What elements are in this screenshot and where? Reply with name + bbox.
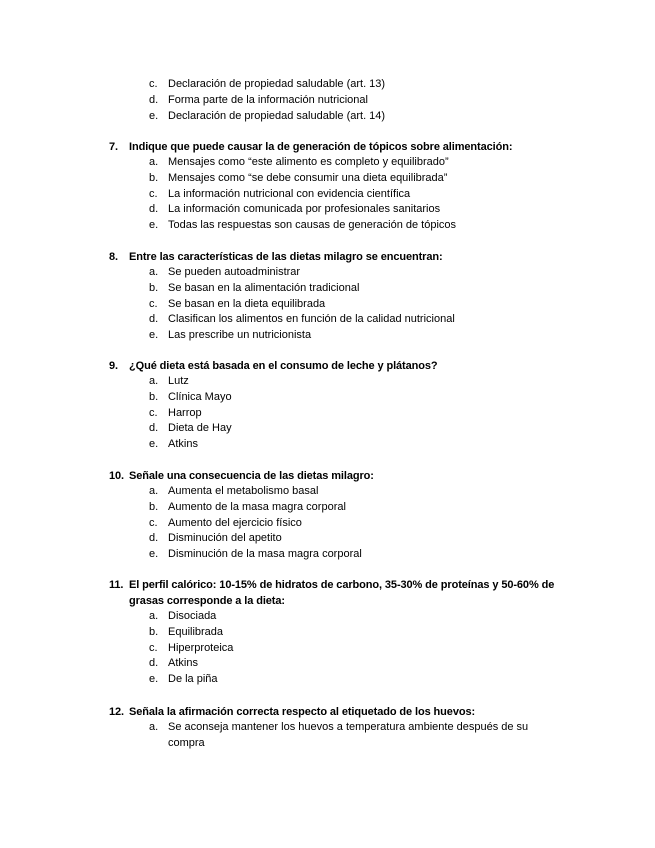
option-text: Aumento de la masa magra corporal: [168, 500, 346, 513]
question-text: ¿Qué dieta está basada en el consumo de leche y plátanos?: [129, 360, 438, 372]
question-heading: [109, 358, 579, 374]
option-letter: e.: [149, 548, 159, 561]
option-text: Se basan en la alimentación tradicional: [168, 281, 360, 294]
question-number: 12.: [109, 706, 124, 718]
option-item: [149, 720, 559, 752]
option-text: Aumenta el metabolismo basal: [168, 485, 319, 497]
option-text: La información nutricional con evidencia científica: [168, 187, 411, 200]
question-text: Señala la afirmación correcta respecto al etiquetado de los huevos:: [129, 706, 476, 718]
option-letter: e.: [149, 329, 159, 342]
option-item: [149, 312, 579, 328]
option-text: Clasifican los alimentos en función de la calidad nutricional: [168, 313, 455, 326]
option-text: Las prescribe un nutricionista: [168, 329, 312, 342]
option-item: [149, 406, 579, 422]
option-text: Disociada: [168, 610, 217, 622]
option-item: [149, 484, 579, 500]
continued-options: [149, 77, 385, 124]
option-item: [149, 202, 579, 218]
option-letter: a.: [149, 485, 159, 497]
option-item: [149, 641, 579, 657]
option-item: [149, 109, 385, 125]
option-letter: a.: [149, 610, 159, 622]
question-text: El perfil calórico: 10-15% de hidratos de carbono, 35-30% de proteínas y 50-60% de grasas corresponde a la dieta:: [129, 579, 555, 607]
option-letter: d.: [149, 657, 159, 670]
option-item: [149, 77, 385, 93]
option-letter: b.: [149, 171, 159, 184]
option-text: Disminución del apetito: [168, 532, 282, 545]
option-item: [149, 265, 579, 281]
option-item: [149, 187, 579, 203]
option-letter: a.: [149, 721, 159, 733]
option-item: [149, 437, 579, 453]
option-letter: e.: [149, 438, 159, 451]
option-letter: c.: [149, 297, 158, 310]
options-list: [149, 609, 579, 688]
option-text: Atkins: [168, 438, 198, 451]
option-text: Atkins: [168, 657, 198, 670]
question-12: [109, 704, 559, 752]
option-letter: b.: [149, 625, 159, 638]
option-text: Dieta de Hay: [168, 422, 232, 435]
question-heading: [109, 139, 579, 155]
option-letter: c.: [149, 406, 158, 419]
option-item: [149, 625, 579, 641]
option-text: Declaración de propiedad saludable (art. 13): [168, 78, 386, 90]
option-text: Aumento del ejercicio físico: [168, 516, 302, 529]
option-text: Clínica Mayo: [168, 390, 232, 403]
option-text: Disminución de la masa magra corporal: [168, 548, 362, 561]
option-item: [149, 500, 579, 516]
option-text: La información comunicada por profesionales sanitarios: [168, 203, 441, 216]
question-heading: [109, 249, 579, 265]
question-number: 9.: [109, 360, 118, 372]
options-list: [149, 265, 579, 344]
option-letter: e.: [149, 673, 159, 686]
option-text: Se basan en la dieta equilibrada: [168, 297, 326, 310]
question-heading: [109, 704, 559, 720]
option-text: Forma parte de la información nutricional: [168, 93, 368, 106]
question-heading: [109, 577, 579, 609]
option-text: Equilibrada: [168, 625, 224, 638]
option-item: [149, 93, 385, 109]
option-item: [149, 421, 579, 437]
options-list: [149, 155, 579, 234]
option-text: De la piña: [168, 673, 218, 686]
option-letter: b.: [149, 500, 159, 513]
options-list: [149, 484, 579, 563]
question-text: Entre las características de las dietas milagro se encuentran:: [129, 251, 443, 263]
option-text: Lutz: [168, 375, 189, 387]
option-item: [149, 281, 579, 297]
option-item: [149, 531, 579, 547]
option-text: Mensajes como “se debe consumir una dieta equilibrada”: [168, 171, 448, 184]
option-item: [149, 672, 579, 688]
option-text: Harrop: [168, 406, 202, 419]
option-item: [149, 547, 579, 563]
question-heading: [109, 468, 579, 484]
option-letter: d.: [149, 313, 159, 326]
option-letter: b.: [149, 390, 159, 403]
option-text: Mensajes como “este alimento es completo y equilibrado”: [168, 156, 449, 168]
option-item: [149, 516, 579, 532]
options-list: [149, 720, 559, 752]
option-letter: a.: [149, 156, 159, 168]
option-text: Declaración de propiedad saludable (art. 14): [168, 109, 386, 122]
option-letter: d.: [149, 422, 159, 435]
question-7: [109, 139, 579, 234]
option-item: [149, 609, 579, 625]
option-item: [149, 328, 579, 344]
options-list: [149, 374, 579, 453]
option-letter: c.: [149, 187, 158, 200]
question-11: [109, 577, 579, 688]
option-text: Se pueden autoadministrar: [168, 266, 301, 278]
option-letter: e.: [149, 109, 159, 122]
question-10: [109, 468, 579, 563]
option-letter: a.: [149, 266, 159, 278]
question-number: 11.: [109, 579, 124, 591]
option-item: [149, 390, 579, 406]
option-letter: c.: [149, 641, 158, 654]
option-item: [149, 155, 579, 171]
option-letter: a.: [149, 375, 159, 387]
question-8: [109, 249, 579, 344]
option-letter: c.: [149, 78, 158, 90]
option-text: Hiperproteica: [168, 641, 234, 654]
option-text: Todas las respuestas son causas de generación de tópicos: [168, 219, 457, 232]
option-letter: d.: [149, 93, 159, 106]
option-text: Se aconseja mantener los huevos a temperatura ambiente después de su compra: [168, 721, 529, 749]
question-number: 8.: [109, 251, 118, 263]
option-item: [149, 656, 579, 672]
option-item: [149, 297, 579, 313]
option-letter: d.: [149, 203, 159, 216]
question-text: Señale una consecuencia de las dietas milagro:: [129, 470, 374, 482]
question-number: 10.: [109, 470, 124, 482]
option-item: [149, 218, 579, 234]
question-text: Indique que puede causar la de generación de tópicos sobre alimentación:: [129, 141, 513, 153]
option-letter: e.: [149, 219, 159, 232]
option-letter: d.: [149, 532, 159, 545]
option-item: [149, 374, 579, 390]
question-number: 7.: [109, 141, 118, 153]
option-item: [149, 171, 579, 187]
option-letter: b.: [149, 281, 159, 294]
option-letter: c.: [149, 516, 158, 529]
question-9: [109, 358, 579, 453]
